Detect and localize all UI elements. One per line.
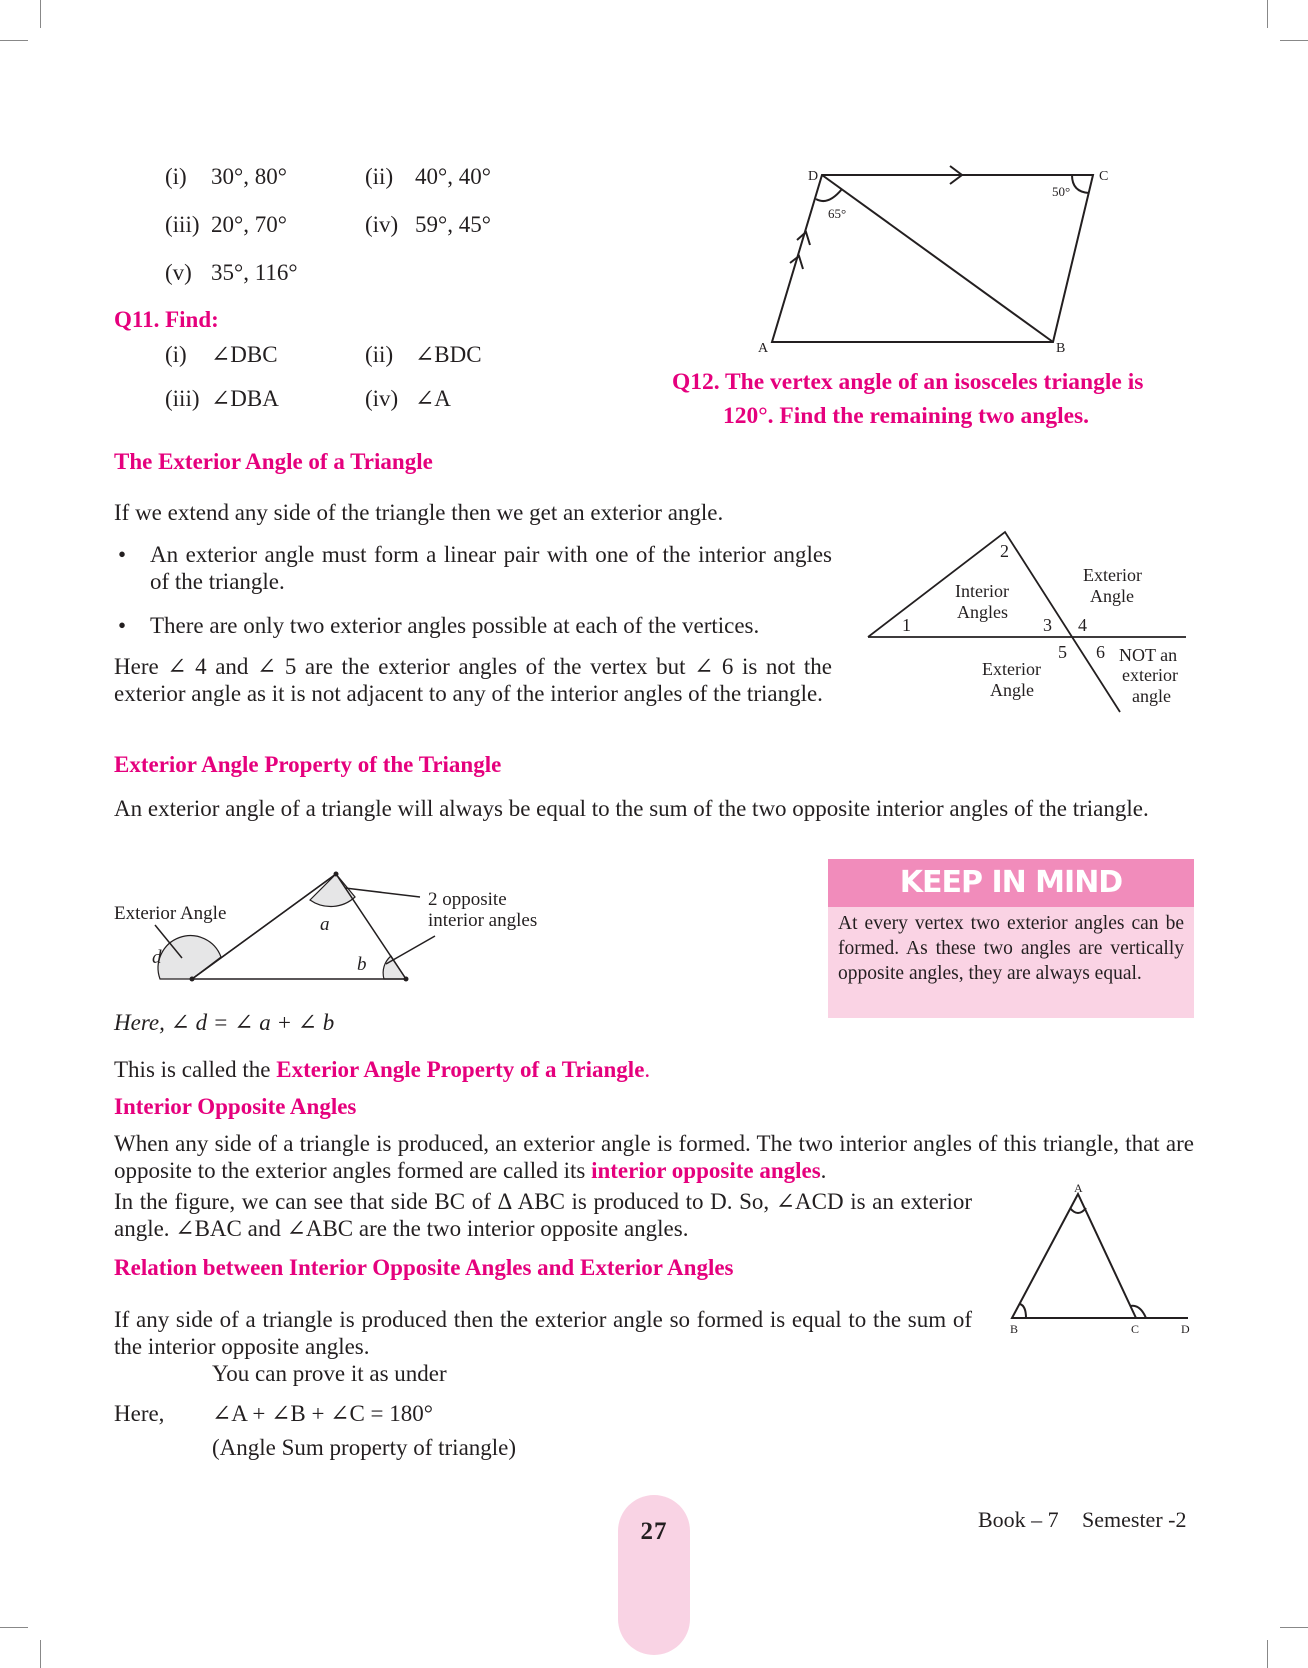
label: Interior <box>955 581 1009 601</box>
paragraph: In the figure, we can see that side BC of Δ ABC is produced to D. So, ∠ACD is an exterior angle. ∠BAC and ∠ABC are the two interior opposite angles. <box>114 1189 972 1241</box>
keep-in-mind-body: At every vertex two exterior angles can be formed. As these two angles are vertically opposite angles, they are always equal. <box>838 913 1184 984</box>
angle-number: 6 <box>1096 642 1105 662</box>
q11-label: Q11. Find: <box>114 307 219 332</box>
label: angle <box>1132 686 1171 706</box>
label: Exterior <box>1083 565 1142 585</box>
vertex-label: C <box>1099 169 1109 184</box>
book-label: Book – 7 <box>978 1507 1059 1532</box>
text: . <box>820 1158 827 1183</box>
note: (Angle Sum property of triangle) <box>212 1435 517 1460</box>
vertex-label: B <box>1010 1322 1019 1336</box>
angle-number: 3 <box>1043 615 1052 635</box>
angle-label: a <box>320 914 330 935</box>
option-value: ∠BDC <box>415 342 482 367</box>
option-num: (i) <box>165 164 187 189</box>
paragraph: Here ∠ 4 and ∠ 5 are the exterior angles of the vertex but ∠ 6 is not the exterior angle as it is not adjacent to any of the interior angles of the triangle. <box>114 654 832 706</box>
bullet: • <box>118 542 127 567</box>
equation: ∠A + ∠B + ∠C = 180° <box>212 1401 433 1426</box>
paragraph: If any side of a triangle is produced then the exterior angle so formed is equal to the sum of the interior opposite angles. <box>114 1307 972 1359</box>
vertex-label: D <box>808 169 819 184</box>
triangle-abc-figure <box>1000 1180 1200 1340</box>
option-num: (ii) <box>365 164 394 189</box>
angle-label: b <box>357 954 367 975</box>
exterior-angle-property-figure <box>100 860 560 990</box>
paragraph: If we extend any side of the triangle then we get an exterior angle. <box>114 500 724 525</box>
option-num: (iv) <box>365 386 399 411</box>
angle-number: 2 <box>1000 541 1009 561</box>
q12-text: 120°. Find the remaining two angles. <box>723 403 1090 429</box>
q12-text: The vertex angle of an isosceles triangle is <box>725 369 1144 395</box>
text: This is called the <box>114 1057 277 1082</box>
crop-mark <box>40 1640 41 1668</box>
crop-mark <box>1267 1640 1268 1668</box>
vertex-label: D <box>1181 1322 1190 1336</box>
option-value: 59°, 45° <box>415 212 491 237</box>
angle-number: 4 <box>1078 615 1087 635</box>
label: NOT an <box>1119 645 1178 665</box>
section-heading: The Exterior Angle of a Triangle <box>114 449 433 474</box>
bullet-text: There are only two exterior angles possible at each of the vertices. <box>150 613 760 638</box>
bullet-text: An exterior angle must form a linear pair with one of the interior angles of the triangle. <box>150 542 832 594</box>
equation: Here, ∠ d = ∠ a + ∠ b <box>114 1010 335 1035</box>
option-value: 40°, 40° <box>415 164 491 189</box>
option-value: 20°, 70° <box>211 212 287 237</box>
crop-mark <box>1280 1627 1308 1628</box>
label: Angle <box>990 680 1034 700</box>
option-num: (iii) <box>165 386 200 411</box>
vertex-label: A <box>1074 1181 1083 1195</box>
label: exterior <box>1122 665 1178 685</box>
keep-in-mind-box <box>828 859 1194 1018</box>
bullet: • <box>118 613 127 638</box>
option-value: 35°, 116° <box>211 260 298 285</box>
option-value: ∠A <box>415 386 451 411</box>
option-value: 30°, 80° <box>211 164 287 189</box>
angle-number: 1 <box>902 615 911 635</box>
option-num: (i) <box>165 342 187 367</box>
semester-label: Semester -2 <box>1082 1507 1187 1532</box>
option-num: (v) <box>165 260 192 285</box>
option-value: ∠DBA <box>211 386 279 411</box>
paragraph: You can prove it as under <box>212 1361 447 1386</box>
label: Angles <box>957 602 1008 622</box>
label: Angle <box>1090 586 1134 606</box>
option-num: (iv) <box>365 212 399 237</box>
angle-number: 5 <box>1058 642 1067 662</box>
paragraph <box>114 1056 650 1083</box>
label: interior angles <box>428 910 538 931</box>
vertex-label: B <box>1056 341 1066 356</box>
highlight: Exterior Angle Property of a Triangle <box>276 1057 645 1082</box>
crop-mark <box>0 1627 28 1628</box>
angle-label: d <box>152 947 162 968</box>
section-heading: Relation between Interior Opposite Angles and Exterior Angles <box>114 1255 734 1280</box>
label: Here, <box>114 1401 165 1426</box>
label: Exterior <box>982 659 1041 679</box>
page-number: 27 <box>640 1518 668 1545</box>
vertex-label: C <box>1131 1322 1140 1336</box>
angle-label: 65° <box>828 206 847 221</box>
paragraph: An exterior angle of a triangle will always be equal to the sum of the two opposite interior angles of the triangle. <box>114 796 1149 821</box>
section-heading: Exterior Angle Property of the Triangle <box>114 752 502 777</box>
vertex-label: A <box>758 341 769 356</box>
option-value: ∠DBC <box>211 342 278 367</box>
option-num: (ii) <box>365 342 394 367</box>
q12-label: Q12. <box>672 369 720 395</box>
paragraph <box>114 1130 1194 1184</box>
text: When any side of a triangle is produced, an exterior angle is formed. The two interior angles of this triangle, that are opposite to the exterior angles formed are called its <box>114 1131 1194 1183</box>
highlight: interior opposite angles <box>591 1158 821 1183</box>
text: . <box>644 1057 651 1082</box>
section-heading: Interior Opposite Angles <box>114 1094 357 1119</box>
exterior-angles-figure <box>860 520 1200 720</box>
label: 2 opposite <box>428 889 507 910</box>
keep-in-mind-title: KEEP IN MIND <box>828 859 1194 907</box>
option-num: (iii) <box>165 212 200 237</box>
angle-label: 50° <box>1052 184 1071 199</box>
quadrilateral-figure <box>0 0 1308 420</box>
label: Exterior Angle <box>114 903 227 924</box>
